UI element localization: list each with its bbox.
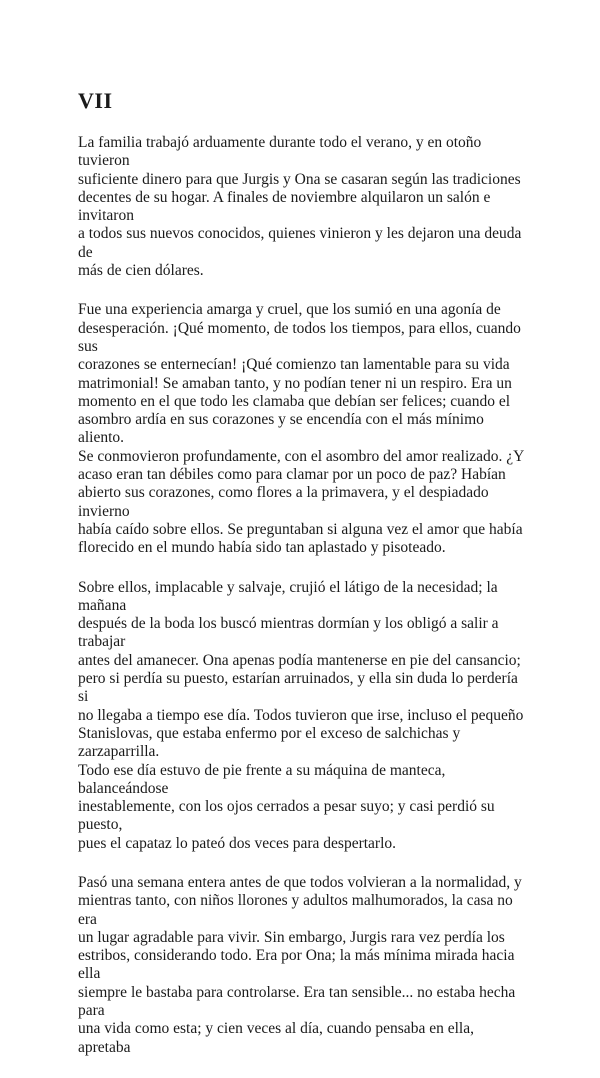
chapter-body: [78, 134, 528, 1078]
paragraph-3: Sobre ellos, implacable y salvaje, crujió el látigo de la necesidad; la mañana después de la boda los buscó mientras dormían y los obligó a salir a trabajar antes del amanecer. Ona apenas podía mantenerse en pie del cansancio; pero si perdía su puesto, estarían arruinados, y ella sin duda lo perdería si no llegaba a tiempo ese día. Todos tuvieron que irse, incluso el pequeño Stanislovas, que estaba enfermo por el exceso de salchichas y zarzaparrilla. Todo ese día estuvo de pie frente a su máquina de manteca, balanceándose inestablemente, con los ojos cerrados a pesar suyo; y casi perdió su puesto, pues el capataz lo pateó dos veces para despertarlo.: [78, 578, 524, 852]
paragraph-4: Pasó una semana entera antes de que todos volvieran a la normalidad, y mientras tanto, con niños llorones y adultos malhumorados, la casa no era un lugar agradable para vivir. Sin embargo, Jurgis rara vez perdía los estribos, considerando todo. Era por Ona; la más mínima mirada hacia ella siempre le bastaba para controlarse. Era tan sensible... no estaba hecha para una vida como esta; y cien veces al día, cuando pensaba en ella, apretaba: [78, 873, 522, 1056]
paragraph-1: La familia trabajó arduamente durante todo el verano, y en otoño tuvieron suficiente dinero para que Jurgis y Ona se casaran según las tradiciones decentes de su hogar. A finales de noviembre alquilaron un salón e invitaron a todos sus nuevos conocidos, quienes vinieron y les dejaron una deuda de más de cien dólares.: [78, 134, 522, 280]
paragraph-2: Fue una experiencia amarga y cruel, que los sumió en una agonía de desesperación. ¡Qué momento, de todos los tiempos, para ellos, cuando sus corazones se enternecían! ¡Qué comienzo tan lamentable para su vida matrimonial! Se amaban tanto, y no podían tener ni un respiro. Era un momento en el que todo les clamaba que debían ser felices; cuando el asombro ardía en sus corazones y se encendía con el más mínimo aliento. Se conmovieron profundamente, con el asombro del amor realizado. ¿Y acaso eran tan débiles como para clamar por un poco de paz? Habían abierto sus corazones, como flores a la primavera, y el despiadado invierno había caído sobre ellos. Se preguntaban si alguna vez el amor que había florecido en el mundo había sido tan aplastado y pisoteado.: [78, 301, 525, 557]
chapter-title: VII: [78, 88, 113, 113]
